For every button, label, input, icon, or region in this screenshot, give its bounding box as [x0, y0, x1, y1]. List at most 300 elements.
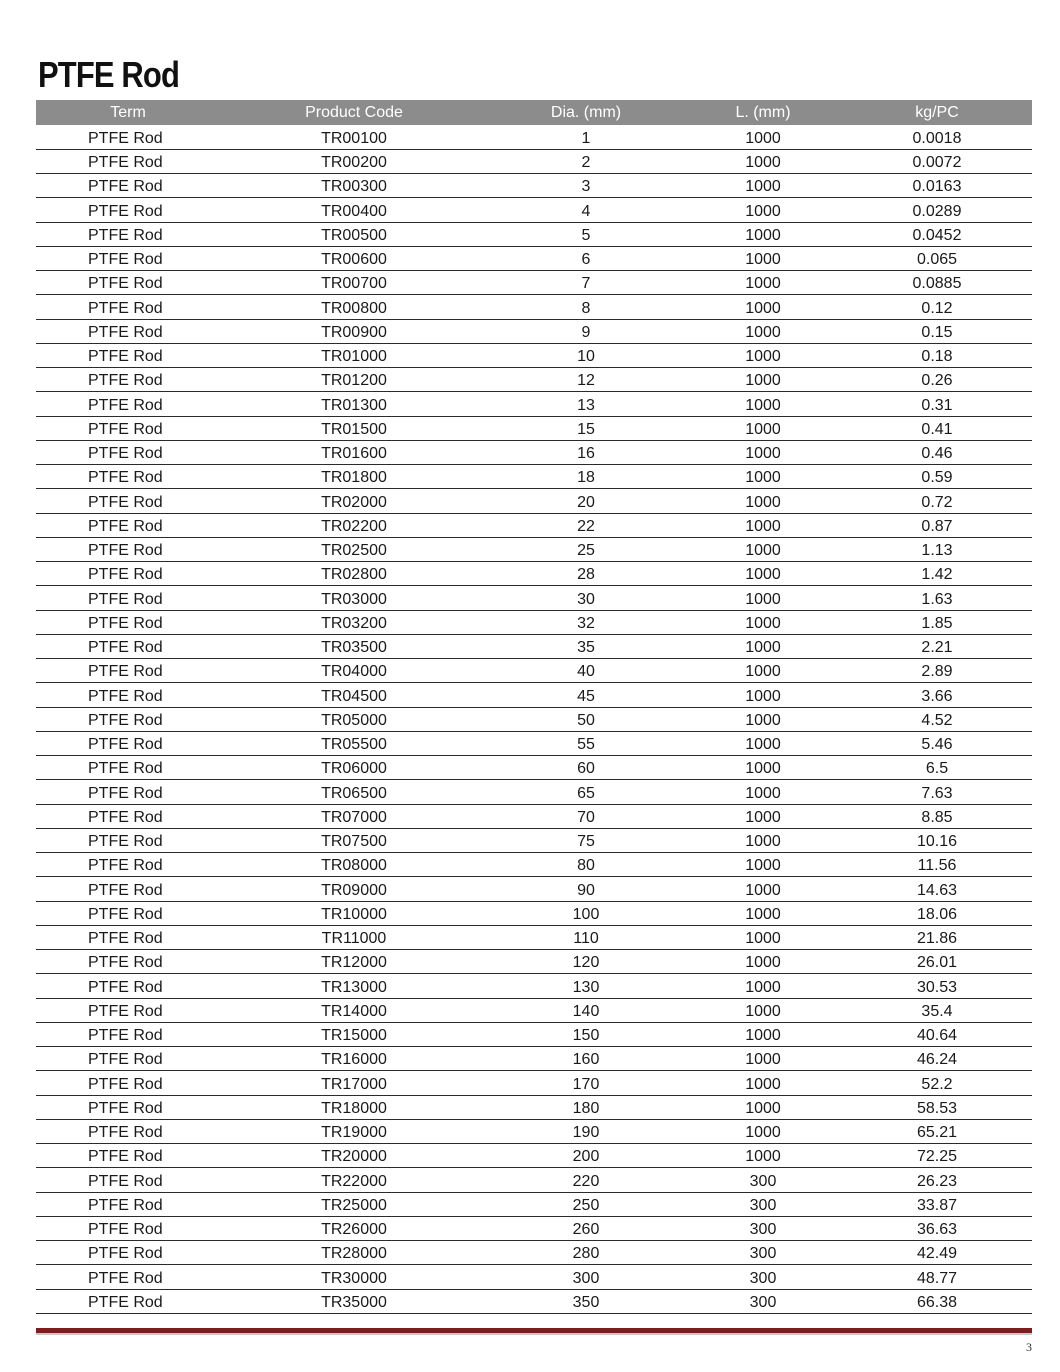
- cell-product-code: TR01500: [220, 416, 488, 440]
- cell-diameter: 60: [488, 756, 684, 780]
- table-row: [36, 198, 1032, 222]
- cell-product-code: TR26000: [220, 1216, 488, 1240]
- cell-diameter: 65: [488, 780, 684, 804]
- cell-diameter: 50: [488, 707, 684, 731]
- table-header: [36, 100, 1032, 125]
- table-row: [36, 610, 1032, 634]
- cell-weight: 40.64: [842, 1022, 1032, 1046]
- cell-term: PTFE Rod: [36, 828, 220, 852]
- cell-product-code: TR16000: [220, 1047, 488, 1071]
- cell-length: 1000: [684, 998, 842, 1022]
- cell-length: 1000: [684, 489, 842, 513]
- table-row: [36, 756, 1032, 780]
- cell-weight: 2.21: [842, 634, 1032, 658]
- cell-term: PTFE Rod: [36, 1216, 220, 1240]
- cell-product-code: TR00500: [220, 222, 488, 246]
- cell-term: PTFE Rod: [36, 537, 220, 561]
- table-row: [36, 925, 1032, 949]
- cell-length: 1000: [684, 925, 842, 949]
- page-number: 3: [1026, 1340, 1032, 1354]
- table-row: [36, 440, 1032, 464]
- cell-weight: 11.56: [842, 853, 1032, 877]
- cell-term: PTFE Rod: [36, 513, 220, 537]
- cell-term: PTFE Rod: [36, 562, 220, 586]
- cell-length: 1000: [684, 416, 842, 440]
- cell-length: 300: [684, 1168, 842, 1192]
- cell-length: 1000: [684, 659, 842, 683]
- cell-term: PTFE Rod: [36, 1289, 220, 1313]
- cell-length: 1000: [684, 537, 842, 561]
- table-row: [36, 828, 1032, 852]
- table-row: [36, 271, 1032, 295]
- cell-weight: 58.53: [842, 1095, 1032, 1119]
- cell-weight: 0.31: [842, 392, 1032, 416]
- cell-product-code: TR18000: [220, 1095, 488, 1119]
- cell-product-code: TR07500: [220, 828, 488, 852]
- cell-weight: 66.38: [842, 1289, 1032, 1313]
- cell-weight: 0.59: [842, 465, 1032, 489]
- cell-length: 1000: [684, 610, 842, 634]
- cell-weight: 26.23: [842, 1168, 1032, 1192]
- cell-diameter: 90: [488, 877, 684, 901]
- cell-diameter: 40: [488, 659, 684, 683]
- cell-product-code: TR20000: [220, 1144, 488, 1168]
- cell-term: PTFE Rod: [36, 901, 220, 925]
- cell-length: 1000: [684, 756, 842, 780]
- cell-weight: 0.0072: [842, 149, 1032, 173]
- cell-product-code: TR22000: [220, 1168, 488, 1192]
- table-row: [36, 1192, 1032, 1216]
- cell-diameter: 180: [488, 1095, 684, 1119]
- table-row: [36, 877, 1032, 901]
- cell-weight: 10.16: [842, 828, 1032, 852]
- cell-length: 300: [684, 1241, 842, 1265]
- cell-term: PTFE Rod: [36, 659, 220, 683]
- cell-term: PTFE Rod: [36, 295, 220, 319]
- cell-weight: 0.72: [842, 489, 1032, 513]
- cell-length: 1000: [684, 319, 842, 343]
- cell-length: 1000: [684, 731, 842, 755]
- cell-diameter: 1: [488, 125, 684, 149]
- cell-product-code: TR02000: [220, 489, 488, 513]
- cell-term: PTFE Rod: [36, 780, 220, 804]
- cell-length: 1000: [684, 974, 842, 998]
- cell-term: PTFE Rod: [36, 1241, 220, 1265]
- cell-diameter: 8: [488, 295, 684, 319]
- cell-weight: 0.41: [842, 416, 1032, 440]
- table-row: [36, 1119, 1032, 1143]
- cell-length: 1000: [684, 950, 842, 974]
- cell-weight: 1.13: [842, 537, 1032, 561]
- table-row: [36, 295, 1032, 319]
- cell-length: 1000: [684, 780, 842, 804]
- table-row: [36, 853, 1032, 877]
- cell-product-code: TR00800: [220, 295, 488, 319]
- cell-term: PTFE Rod: [36, 1119, 220, 1143]
- cell-weight: 35.4: [842, 998, 1032, 1022]
- cell-weight: 26.01: [842, 950, 1032, 974]
- cell-term: PTFE Rod: [36, 974, 220, 998]
- cell-term: PTFE Rod: [36, 392, 220, 416]
- table-row: [36, 1241, 1032, 1265]
- table-row: [36, 368, 1032, 392]
- table-row: [36, 489, 1032, 513]
- cell-term: PTFE Rod: [36, 756, 220, 780]
- cell-diameter: 7: [488, 271, 684, 295]
- cell-weight: 0.87: [842, 513, 1032, 537]
- cell-weight: 0.0885: [842, 271, 1032, 295]
- table-row: [36, 392, 1032, 416]
- cell-diameter: 55: [488, 731, 684, 755]
- cell-diameter: 12: [488, 368, 684, 392]
- cell-diameter: 45: [488, 683, 684, 707]
- cell-weight: 1.42: [842, 562, 1032, 586]
- cell-term: PTFE Rod: [36, 586, 220, 610]
- cell-term: PTFE Rod: [36, 222, 220, 246]
- cell-product-code: TR02500: [220, 537, 488, 561]
- cell-product-code: TR03200: [220, 610, 488, 634]
- cell-product-code: TR07000: [220, 804, 488, 828]
- cell-length: 1000: [684, 440, 842, 464]
- header-weight: kg/PC: [915, 104, 959, 121]
- table-row: [36, 634, 1032, 658]
- cell-weight: 6.5: [842, 756, 1032, 780]
- cell-length: 1000: [684, 1047, 842, 1071]
- cell-length: 1000: [684, 513, 842, 537]
- table-row: [36, 1216, 1032, 1240]
- cell-term: PTFE Rod: [36, 998, 220, 1022]
- cell-length: 1000: [684, 562, 842, 586]
- table-row: [36, 149, 1032, 173]
- cell-term: PTFE Rod: [36, 1168, 220, 1192]
- cell-term: PTFE Rod: [36, 319, 220, 343]
- product-table: [36, 100, 1032, 1314]
- cell-product-code: TR04500: [220, 683, 488, 707]
- cell-term: PTFE Rod: [36, 271, 220, 295]
- table-body: [36, 125, 1032, 1313]
- cell-product-code: TR17000: [220, 1071, 488, 1095]
- cell-length: 1000: [684, 368, 842, 392]
- cell-term: PTFE Rod: [36, 1022, 220, 1046]
- cell-term: PTFE Rod: [36, 343, 220, 367]
- cell-length: 1000: [684, 1071, 842, 1095]
- cell-term: PTFE Rod: [36, 925, 220, 949]
- cell-term: PTFE Rod: [36, 198, 220, 222]
- cell-length: 1000: [684, 246, 842, 270]
- table-row: [36, 683, 1032, 707]
- cell-weight: 46.24: [842, 1047, 1032, 1071]
- cell-product-code: TR28000: [220, 1241, 488, 1265]
- cell-length: 1000: [684, 586, 842, 610]
- table-row: [36, 562, 1032, 586]
- cell-weight: 21.86: [842, 925, 1032, 949]
- cell-diameter: 16: [488, 440, 684, 464]
- cell-length: 1000: [684, 125, 842, 149]
- cell-diameter: 6: [488, 246, 684, 270]
- cell-length: 300: [684, 1192, 842, 1216]
- cell-product-code: TR04000: [220, 659, 488, 683]
- cell-term: PTFE Rod: [36, 634, 220, 658]
- cell-diameter: 10: [488, 343, 684, 367]
- cell-weight: 0.12: [842, 295, 1032, 319]
- cell-product-code: TR09000: [220, 877, 488, 901]
- cell-weight: 0.065: [842, 246, 1032, 270]
- cell-length: 1000: [684, 901, 842, 925]
- cell-weight: 3.66: [842, 683, 1032, 707]
- cell-diameter: 4: [488, 198, 684, 222]
- cell-term: PTFE Rod: [36, 174, 220, 198]
- header-product-code: Product Code: [305, 104, 403, 121]
- cell-product-code: TR11000: [220, 925, 488, 949]
- table-row: [36, 537, 1032, 561]
- cell-product-code: TR15000: [220, 1022, 488, 1046]
- cell-product-code: TR00700: [220, 271, 488, 295]
- cell-product-code: TR13000: [220, 974, 488, 998]
- table-row: [36, 804, 1032, 828]
- cell-term: PTFE Rod: [36, 610, 220, 634]
- cell-length: 1000: [684, 683, 842, 707]
- cell-length: 1000: [684, 828, 842, 852]
- cell-length: 1000: [684, 149, 842, 173]
- cell-length: 1000: [684, 877, 842, 901]
- cell-diameter: 220: [488, 1168, 684, 1192]
- cell-weight: 7.63: [842, 780, 1032, 804]
- table-row: [36, 125, 1032, 149]
- cell-term: PTFE Rod: [36, 804, 220, 828]
- table-row: [36, 1144, 1032, 1168]
- table-row: [36, 586, 1032, 610]
- cell-diameter: 2: [488, 149, 684, 173]
- cell-diameter: 18: [488, 465, 684, 489]
- cell-length: 1000: [684, 295, 842, 319]
- cell-diameter: 32: [488, 610, 684, 634]
- cell-term: PTFE Rod: [36, 1047, 220, 1071]
- cell-product-code: TR02200: [220, 513, 488, 537]
- table-row: [36, 319, 1032, 343]
- cell-term: PTFE Rod: [36, 1192, 220, 1216]
- table-row: [36, 1022, 1032, 1046]
- cell-product-code: TR12000: [220, 950, 488, 974]
- cell-term: PTFE Rod: [36, 731, 220, 755]
- cell-diameter: 30: [488, 586, 684, 610]
- cell-product-code: TR02800: [220, 562, 488, 586]
- table-row: [36, 246, 1032, 270]
- cell-weight: 0.18: [842, 343, 1032, 367]
- cell-weight: 18.06: [842, 901, 1032, 925]
- cell-diameter: 140: [488, 998, 684, 1022]
- cell-diameter: 100: [488, 901, 684, 925]
- cell-product-code: TR00300: [220, 174, 488, 198]
- cell-product-code: TR14000: [220, 998, 488, 1022]
- cell-diameter: 70: [488, 804, 684, 828]
- cell-diameter: 25: [488, 537, 684, 561]
- cell-length: 1000: [684, 392, 842, 416]
- footer-rule-shadow: [36, 1333, 1032, 1335]
- cell-product-code: TR00900: [220, 319, 488, 343]
- cell-diameter: 200: [488, 1144, 684, 1168]
- cell-length: 1000: [684, 1022, 842, 1046]
- cell-weight: 0.46: [842, 440, 1032, 464]
- cell-product-code: TR03500: [220, 634, 488, 658]
- table-row: [36, 1071, 1032, 1095]
- cell-diameter: 300: [488, 1265, 684, 1289]
- cell-weight: 72.25: [842, 1144, 1032, 1168]
- cell-product-code: TR05000: [220, 707, 488, 731]
- cell-length: 1000: [684, 222, 842, 246]
- cell-diameter: 20: [488, 489, 684, 513]
- cell-term: PTFE Rod: [36, 440, 220, 464]
- table-row: [36, 465, 1032, 489]
- cell-diameter: 15: [488, 416, 684, 440]
- cell-term: PTFE Rod: [36, 489, 220, 513]
- cell-length: 1000: [684, 1095, 842, 1119]
- cell-diameter: 170: [488, 1071, 684, 1095]
- table-row: [36, 222, 1032, 246]
- table-row: [36, 343, 1032, 367]
- cell-diameter: 280: [488, 1241, 684, 1265]
- cell-weight: 0.0163: [842, 174, 1032, 198]
- cell-diameter: 250: [488, 1192, 684, 1216]
- cell-term: PTFE Rod: [36, 877, 220, 901]
- cell-product-code: TR30000: [220, 1265, 488, 1289]
- cell-term: PTFE Rod: [36, 950, 220, 974]
- cell-length: 1000: [684, 853, 842, 877]
- cell-product-code: TR08000: [220, 853, 488, 877]
- cell-term: PTFE Rod: [36, 1071, 220, 1095]
- table-row: [36, 731, 1032, 755]
- table-row: [36, 974, 1032, 998]
- table-row: [36, 901, 1032, 925]
- cell-product-code: TR01200: [220, 368, 488, 392]
- cell-length: 1000: [684, 707, 842, 731]
- header-diameter: Dia. (mm): [550, 104, 622, 121]
- table-row: [36, 416, 1032, 440]
- cell-diameter: 120: [488, 950, 684, 974]
- cell-diameter: 28: [488, 562, 684, 586]
- cell-product-code: TR00200: [220, 149, 488, 173]
- table-row: [36, 1168, 1032, 1192]
- table-row: [36, 1265, 1032, 1289]
- header-row: [36, 100, 1032, 125]
- cell-length: 1000: [684, 465, 842, 489]
- table-row: [36, 998, 1032, 1022]
- cell-term: PTFE Rod: [36, 707, 220, 731]
- cell-product-code: TR01600: [220, 440, 488, 464]
- cell-weight: 42.49: [842, 1241, 1032, 1265]
- cell-term: PTFE Rod: [36, 465, 220, 489]
- cell-diameter: 110: [488, 925, 684, 949]
- table-row: [36, 1047, 1032, 1071]
- cell-product-code: TR06000: [220, 756, 488, 780]
- cell-weight: 0.15: [842, 319, 1032, 343]
- cell-weight: 1.63: [842, 586, 1032, 610]
- cell-diameter: 22: [488, 513, 684, 537]
- cell-weight: 0.0452: [842, 222, 1032, 246]
- cell-term: PTFE Rod: [36, 853, 220, 877]
- table-row: [36, 1095, 1032, 1119]
- header-length: L. (mm): [735, 104, 791, 121]
- cell-product-code: TR35000: [220, 1289, 488, 1313]
- cell-weight: 30.53: [842, 974, 1032, 998]
- table-row: [36, 1289, 1032, 1313]
- table-row: [36, 780, 1032, 804]
- cell-product-code: TR10000: [220, 901, 488, 925]
- cell-length: 300: [684, 1216, 842, 1240]
- cell-weight: 36.63: [842, 1216, 1032, 1240]
- cell-product-code: TR03000: [220, 586, 488, 610]
- cell-product-code: TR00100: [220, 125, 488, 149]
- cell-weight: 0.0289: [842, 198, 1032, 222]
- cell-term: PTFE Rod: [36, 246, 220, 270]
- cell-length: 300: [684, 1265, 842, 1289]
- cell-diameter: 350: [488, 1289, 684, 1313]
- cell-weight: 0.0018: [842, 125, 1032, 149]
- cell-product-code: TR25000: [220, 1192, 488, 1216]
- table-row: [36, 659, 1032, 683]
- cell-term: PTFE Rod: [36, 1095, 220, 1119]
- cell-weight: 0.26: [842, 368, 1032, 392]
- table-row: [36, 707, 1032, 731]
- cell-weight: 2.89: [842, 659, 1032, 683]
- cell-product-code: TR01300: [220, 392, 488, 416]
- cell-term: PTFE Rod: [36, 1144, 220, 1168]
- cell-length: 1000: [684, 1144, 842, 1168]
- cell-term: PTFE Rod: [36, 683, 220, 707]
- cell-weight: 65.21: [842, 1119, 1032, 1143]
- cell-diameter: 13: [488, 392, 684, 416]
- cell-weight: 48.77: [842, 1265, 1032, 1289]
- cell-length: 300: [684, 1289, 842, 1313]
- cell-product-code: TR19000: [220, 1119, 488, 1143]
- cell-length: 1000: [684, 804, 842, 828]
- cell-term: PTFE Rod: [36, 149, 220, 173]
- cell-diameter: 260: [488, 1216, 684, 1240]
- cell-diameter: 190: [488, 1119, 684, 1143]
- cell-product-code: TR06500: [220, 780, 488, 804]
- cell-weight: 5.46: [842, 731, 1032, 755]
- cell-diameter: 75: [488, 828, 684, 852]
- cell-product-code: TR00400: [220, 198, 488, 222]
- page-title: PTFE Rod: [38, 54, 180, 95]
- cell-weight: 52.2: [842, 1071, 1032, 1095]
- cell-diameter: 5: [488, 222, 684, 246]
- cell-diameter: 9: [488, 319, 684, 343]
- cell-diameter: 160: [488, 1047, 684, 1071]
- cell-term: PTFE Rod: [36, 1265, 220, 1289]
- cell-product-code: TR01000: [220, 343, 488, 367]
- cell-length: 1000: [684, 174, 842, 198]
- cell-length: 1000: [684, 271, 842, 295]
- cell-product-code: TR05500: [220, 731, 488, 755]
- cell-diameter: 130: [488, 974, 684, 998]
- header-term: Term: [110, 104, 146, 121]
- cell-weight: 4.52: [842, 707, 1032, 731]
- cell-length: 1000: [684, 634, 842, 658]
- cell-weight: 1.85: [842, 610, 1032, 634]
- cell-diameter: 3: [488, 174, 684, 198]
- cell-term: PTFE Rod: [36, 368, 220, 392]
- cell-weight: 8.85: [842, 804, 1032, 828]
- cell-diameter: 35: [488, 634, 684, 658]
- table-row: [36, 950, 1032, 974]
- table-row: [36, 513, 1032, 537]
- cell-length: 1000: [684, 198, 842, 222]
- cell-length: 1000: [684, 343, 842, 367]
- cell-product-code: TR01800: [220, 465, 488, 489]
- cell-weight: 33.87: [842, 1192, 1032, 1216]
- cell-length: 1000: [684, 1119, 842, 1143]
- table-row: [36, 174, 1032, 198]
